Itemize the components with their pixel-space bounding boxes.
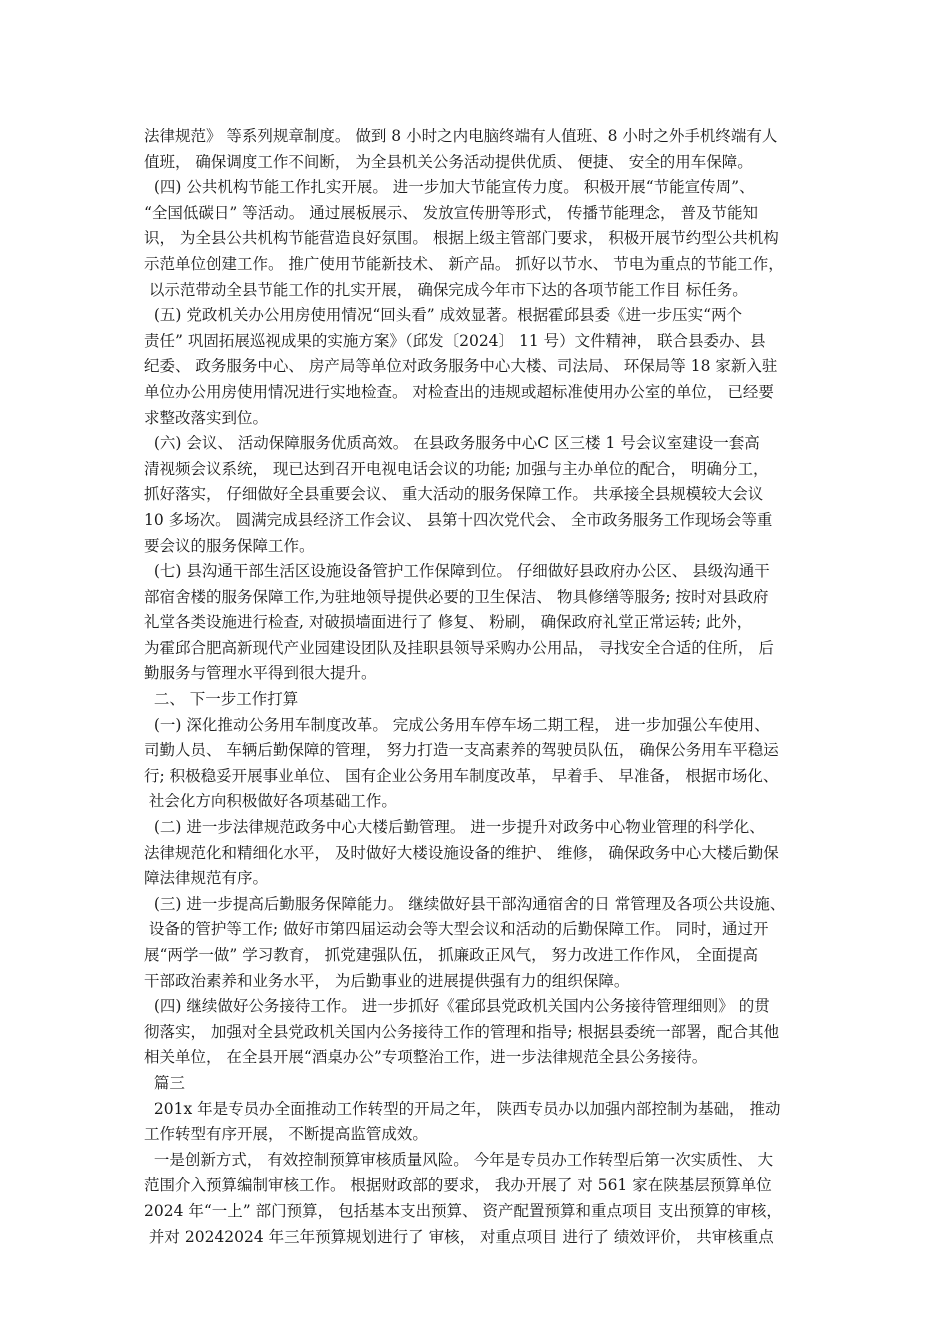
text-line: 纪委、 政务服务中心、 房产局等单位对政务服务中心大楼、司法局、 环保局等 18 家新入驻 <box>144 357 778 376</box>
text-line: 为霍邱合肥高新现代产业园建设团队及挂职县领导采购办公用品， 寻找安全合适的住所， 后 <box>144 638 774 657</box>
text-line: 10 多场次。 圆满完成县经济工作会议、 县第十四次党代会、 全市政务服务工作现场会等重 <box>144 510 773 529</box>
text-line: 勤服务与管理水平得到很大提升。 <box>144 664 377 683</box>
section-heading: 二、 下一步工作打算 <box>144 690 299 709</box>
text-line: 以示范带动全县节能工作的扎实开展， 确保完成今年市下达的各项节能工作目 标任务。 <box>144 280 748 299</box>
text-line: (三) 进一步提高后勤服务保障能力。 继续做好县干部沟通宿舍的日 常管理及各项公共设施、 <box>144 894 786 913</box>
text-line: 部宿舍楼的服务保障工作,为驻地领导提供必要的卫生保洁、 物具修缮等服务; 按时对县政府 <box>144 587 769 606</box>
text-line: (四) 继续做好公务接待工作。 进一步抓好《霍邱县党政机关国内公务接待管理细则》 的贯 <box>144 997 770 1016</box>
text-line: 法律规范》 等系列规章制度。 做到 8 小时之内电脑终端有人值班、8 小时之外手机终端有人 <box>144 127 778 145</box>
text-line: 要会议的服务保障工作。 <box>144 536 315 555</box>
text-line: (六) 会议、 活动保障服务优质高效。 在县政务服务中心C 区三楼 1 号会议室建设一套高 <box>144 434 760 453</box>
text-line: (二) 进一步法律规范政务中心大楼后勤管理。 进一步提升对政务中心物业管理的科学化、 <box>144 818 765 837</box>
text-line: 社会化方向积极做好各项基础工作。 <box>144 792 397 811</box>
text-line: 行; 积极稳妥开展事业单位、 国有企业公务用车制度改革， 早着手、 早准备， 根据市场化、 <box>144 766 779 785</box>
text-line: 法律规范化和精细化水平， 及时做好大楼设施设备的维护、 维修， 确保政务中心大楼后勤保 <box>144 843 779 862</box>
text-line: 示范单位创建工作。 推广使用节能新技术、 新产品。 抓好以节水、 节电为重点的节能工作， <box>144 254 784 273</box>
text-line: 单位办公用房使用情况进行实地检查。 对检查出的违规或超标准使用办公室的单位， 已经要 <box>144 382 774 401</box>
text-line: (七) 县沟通干部生活区设施设备管护工作保障到位。 仔细做好县政府办公区、 县级沟通干 <box>144 562 770 581</box>
text-line: (四) 公共机构节能工作扎实开展。 进一步加大节能宣传力度。 积极开展“节能宣传周”、 <box>144 178 755 197</box>
text-line: 相关单位， 在全县开展“酒桌办公”专项整治工作，进一步法律规范全县公务接待。 <box>144 1048 708 1067</box>
text-line: 障法律规范有序。 <box>144 869 269 888</box>
text-line: 抓好落实， 仔细做好全县重要会议、 重大活动的服务保障工作。 共承接全县规模较大会议 <box>144 485 764 504</box>
text-line: 并对 20242024 年三年预算规划进行了 审核， 对重点项目 进行了 绩效评价， 共审核重点 <box>144 1227 774 1246</box>
text-line: 彻落实， 加强对全县党政机关国内公务接待工作的管理和指导; 根据县委统一部署，配合其他 <box>144 1022 780 1041</box>
text-line: 展“两学一做” 学习教育， 抓党建强队伍， 抓廉政正风气， 努力改进工作作风， 全面提高 <box>144 946 758 964</box>
text-line: 司勤人员、 车辆后勤保障的管理， 努力打造一支高素养的驾驶员队伍， 确保公务用车平稳运 <box>144 741 779 760</box>
document-body <box>144 124 824 1250</box>
text-line: (五) 党政机关办公用房使用情况“回头看” 成效显著。根据霍邱县委《进一步压实“两个 <box>144 306 743 325</box>
text-line: 责任” 巩固拓展巡视成果的实施方案》（邱发〔2024〕 11 号）文件精神， 联合县委办、县 <box>144 331 766 350</box>
text-line: 清视频会议系统， 现已达到召开电视电话会议的功能; 加强与主办单位的配合， 明确分工， <box>144 459 769 478</box>
text-line: (一) 深化推动公务用车制度改革。 完成公务用车停车场二期工程， 进一步加强公车使用、 <box>144 715 770 734</box>
text-line: 2024 年“一上” 部门预算， 包括基本支出预算、 资产配置预算和重点项目 支出预算的审核， <box>144 1201 782 1220</box>
text-line: 求整改落实到位。 <box>144 408 269 427</box>
text-line: 值班， 确保调度工作不间断， 为全县机关公务活动提供优质、 便捷、 安全的用车保障。 <box>144 152 753 171</box>
text-line: 干部政治素养和业务水平， 为后勤事业的进展提供强有力的组织保障。 <box>144 971 630 990</box>
text-line: 设备的管护等工作; 做好市第四届运动会等大型会议和活动的后勤保障工作。 同时，通过开 <box>144 920 769 939</box>
text-line: 201x 年是专员办全面推动工作转型的开局之年， 陕西专员办以加强内部控制为基础， 推动 <box>144 1099 781 1118</box>
text-line: 范围介入预算编制审核工作。 根据财政部的要求， 我办开展了 对 561 家在陕基层预算单位 <box>144 1176 772 1195</box>
text-line: “全国低碳日” 等活动。 通过展板展示、 发放宣传册等形式， 传播节能理念， 普及节能知 <box>144 203 758 222</box>
text-line: 工作转型有序开展， 不断提高监管成效。 <box>144 1125 428 1144</box>
text-line: 一是创新方式， 有效控制预算审核质量风险。 今年是专员办工作转型后第一次实质性、 大 <box>144 1150 774 1169</box>
text-line: 识， 为全县公共机构节能营造良好氛围。 根据上级主管部门要求， 积极开展节约型公共机构 <box>144 229 779 248</box>
text-line: 礼堂各类设施进行检查, 对破损墙面进行了 修复、 粉刷， 确保政府礼堂正常运转; 此外， <box>144 613 753 632</box>
section-heading: 篇三 <box>144 1073 185 1092</box>
